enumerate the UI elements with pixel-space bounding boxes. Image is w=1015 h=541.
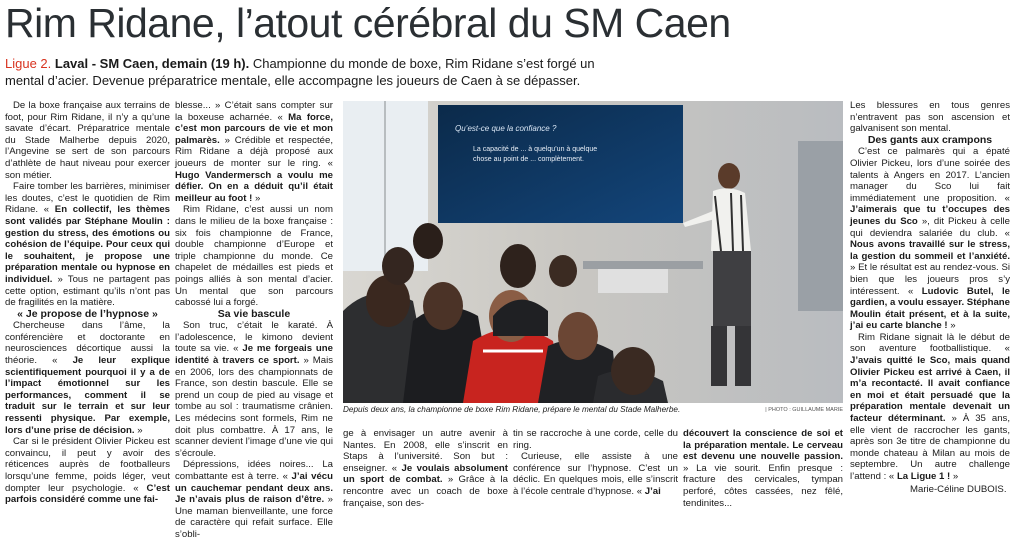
- col1-p4-quote: C’est parfois considéré comme une fai-: [5, 482, 170, 506]
- col3-paragraph-1: Les blessures en tous genres n’entravent pas son ascension et galvanisent son mental.: [850, 100, 1010, 135]
- col2-paragraph-3: [175, 320, 333, 459]
- col2-paragraph-4: [175, 459, 333, 540]
- lead-paragraph: [5, 55, 605, 89]
- bottom2-paragraph-1: tin se raccroche à une corde, celle du ring.: [513, 428, 678, 451]
- col2-p3-text: Son truc, c’était le karaté. À l’adolescence, le kimono devient toute sa vie. «: [175, 320, 333, 355]
- presentation-screen: [438, 105, 683, 223]
- col1-p2-end: » Tous ne partagent pas cette option, estimant qu’ils n’ont pas de fragilités en la matière.: [5, 273, 170, 309]
- col1-p3-quote: Je leur explique scientifiquement pourquoi il y a de l’impact émotionnel sur les performances, comment il se traduit sur le terrain et sur leur ressenti physique. Par exemple, lors d’une prise de décision.: [5, 355, 170, 436]
- col1-paragraph-2: [5, 181, 170, 309]
- col3-p3-mid: » À 35 ans, elle vient de raccrocher les gants, après son 3e titre de championne du monde chateau à Milan au mois de septembre. Un autre challenge l’attend : «: [850, 413, 1010, 482]
- photo-caption: [343, 405, 843, 415]
- col2-p3-quote: Je me forgeais une identité à travers ce sport.: [175, 343, 333, 367]
- photo-credit: | PHOTO : GUILLAUME MARIE: [765, 407, 843, 413]
- col1-subhead: « Je propose de l’hypnose »: [17, 307, 158, 320]
- col2-paragraph-1: [175, 100, 333, 204]
- col3-p2-end: »: [947, 320, 956, 332]
- bottom3-quote: découvert la conscience de soi et la préparation mentale. Le cerveau est devenu une nouvelle passion.: [683, 428, 843, 463]
- bottom1-paragraph: [343, 428, 508, 509]
- bottom3-paragraph: [683, 428, 843, 509]
- article-photo: [343, 101, 843, 403]
- bottom1-end: » Grâce à la rencontre avec un coach de boxe française, son des-: [343, 474, 508, 509]
- col1-paragraph-1: De la boxe française aux terrains de foot, pour Rim Ridane, il n’y a qu’une savate d’écart. Préparatrice mentale du Stade Malherbe depuis 2020, l’Angevine se sert de son parcours d’athlète de haut niveau pour exercer son métier.: [5, 100, 170, 181]
- col3-p2-text: C’est ce palmarès qui a épaté Olivier Pickeu, lors d’une soirée des talents à Angers en 2017. L’ancien manager du Sco lui fait immédiatement une proposition. «: [850, 146, 1010, 204]
- col2-subhead: Sa vie bascule: [217, 307, 291, 320]
- bottom-column-2: [513, 428, 678, 498]
- col3-p3-end: »: [950, 471, 959, 482]
- col2-p4-text: Dépressions, idées noires... La combattante est à terre. «: [175, 459, 333, 482]
- col2-p1-quote2: Hugo Vandermersch a voulu me défier. On en a déduit qu’il était meilleur au foot !: [175, 169, 333, 204]
- col3-paragraph-2: [850, 146, 1010, 332]
- screen-line-2: La capacité de ... à quelqu’un à quelque: [473, 146, 598, 153]
- col1-p3-end: »: [134, 424, 143, 436]
- col3-p2-quote: J’aimerais que tu t’occupes des jeunes du Sco: [850, 204, 1010, 227]
- lead-kicker: Ligue 2.: [5, 56, 52, 71]
- column-2: [175, 100, 333, 541]
- col3-p2-quote2: Nous avons travaillé sur le stress, la gestion du sommeil et l’anxiété.: [850, 239, 1010, 262]
- col3-p2-mid: », dit Pickeu à celle qui deviendra salariée du club. «: [850, 215, 1010, 239]
- col2-p1-text: blesse... » C’était sans compter sur la boxeuse acharnée. «: [175, 100, 333, 123]
- screen-title: Qu’est-ce que la confiance ?: [455, 124, 557, 133]
- col2-paragraph-2: Rim Ridane, c’est aussi un nom dans le milieu de la boxe française : six fois championne de France, double championne d’Europe et triple championne du monde. Ce chapelet de médailles est pieds et poings alliés à son mental d’acier. Un mental que son parcours cabossé lui a forgé.: [175, 204, 333, 309]
- bottom2-quote: J’ai: [644, 485, 661, 497]
- headline: Rim Ridane, l’atout cérébral du SM Caen: [5, 0, 731, 46]
- bottom2-paragraph-2: [513, 451, 678, 497]
- bottom-column-3: [683, 428, 843, 509]
- lead-match-info: Laval - SM Caen, demain (19 h).: [54, 56, 250, 71]
- screen-line-3: chose au point de ... complètement.: [473, 156, 584, 163]
- lead-text: Championne du monde de boxe, Rim Ridane s’est forgé un mental d’acier. Devenue préparatrice mentale, elle accompagne les joueurs de Caen à se dépasser.: [5, 56, 595, 88]
- col2-p4-quote: J’ai vécu un cauchemar pendant deux ans. Je n’avais plus de raison d’être.: [175, 471, 333, 506]
- col1-p4-text: Car si le président Olivier Pickeu est convaincu, il peut y avoir des réticences auprès de footballeurs lorsqu’une femme, poids léger, veut dompter leur psychologie. «: [5, 436, 170, 494]
- col1-paragraph-4: [5, 436, 170, 506]
- bottom2-text: Curieuse, elle assiste à une conférence sur l’hypnose. C’est un déclic. En quelques mois, elle s’inscrit à l’école centrale d’hypnose. «: [513, 451, 678, 497]
- col3-p3-quote2: La Ligue 1 !: [896, 471, 951, 482]
- col3-p2-mid2: » Et le résultat est au rendez-vous. Si bien que les joueurs pros s’y intéressent. «: [850, 262, 1010, 297]
- col1-p3-text: Chercheuse dans l’âme, la conférencière et doctorante en neurosciences décortique aussi la théorie. «: [5, 320, 170, 367]
- col2-p4-end: » Une maman bienveillante, une force de caractère qui refait surface. Elle s’obli-: [175, 494, 333, 540]
- column-1: [5, 100, 170, 506]
- col3-p3-text: Rim Ridane signait là le début de son aventure footballistique. «: [850, 331, 1010, 355]
- col1-p2-text: Faire tomber les barrières, minimiser les doutes, c’est le quotidien de Rim Ridane. «: [5, 181, 170, 216]
- col3-paragraph-3: [850, 332, 1010, 483]
- conference-photo-illustration: [343, 101, 843, 403]
- bottom1-text: ge à envisager un autre avenir à Nantes. En 2008, elle s’inscrit en Staps à l’université. Son but : enseigner. «: [343, 428, 508, 474]
- bottom3-text: » La vie sourit. Enfin presque : fracture des cervicales, tympan perforé, côtes cassées, nez fêlé, tendinites...: [683, 462, 843, 509]
- col2-p1-mid: » Crédible et respectée, Rim Ridane a déjà proposé aux joueurs de monter sur le ring. «: [175, 134, 333, 169]
- col1-p2-quote: En collectif, les thèmes sont validés par Stéphane Moulin : gestion du stress, des émotions ou cohésion de l’équipe. Pour ceux qui le souhaitent, je propose une préparation mentale ou hypnose en individuel.: [5, 204, 170, 285]
- bottom1-quote: Je voulais absolument un sport de combat.: [343, 462, 508, 486]
- col3-p3-quote: J’avais quitté le Sco, mais quand Olivier Pickeu est arrivé à Caen, il m’a recontacté. Il avait confiance en moi et était persuadé que la préparation mentale devenait un facteur déterminant.: [850, 355, 1010, 425]
- col1-paragraph-3: [5, 320, 170, 436]
- col3-subhead: Des gants aux crampons: [867, 133, 993, 146]
- column-3: [850, 100, 1010, 483]
- col2-p1-end: »: [252, 192, 261, 204]
- bottom-column-1: [343, 428, 508, 509]
- col2-p3-end: » Mais en 2006, lors des championnats de France, son destin bascule. Elle se prend un coup de pied au visage et tombe au sol : traumatisme crânien. Les médecins sont formels, Rim ne doit plus combattre. À 17 ans, le scanner devient l’image d’une vie qui s’écroule.: [175, 355, 333, 459]
- col2-p1-quote: Ma force, c’est mon parcours de vie et mon palmarès.: [175, 111, 333, 146]
- author-signature: Marie-Céline DUBOIS.: [910, 484, 1007, 495]
- col3-p2-quote3: Ludovic Butel, le gardien, a voulu essayer. Stéphane Moulin était présent, et à la suite, j’ai eu carte blanche !: [850, 285, 1010, 332]
- caption-text: Depuis deux ans, la championne de boxe Rim Ridane, prépare le mental du Stade Malherbe.: [343, 405, 681, 414]
